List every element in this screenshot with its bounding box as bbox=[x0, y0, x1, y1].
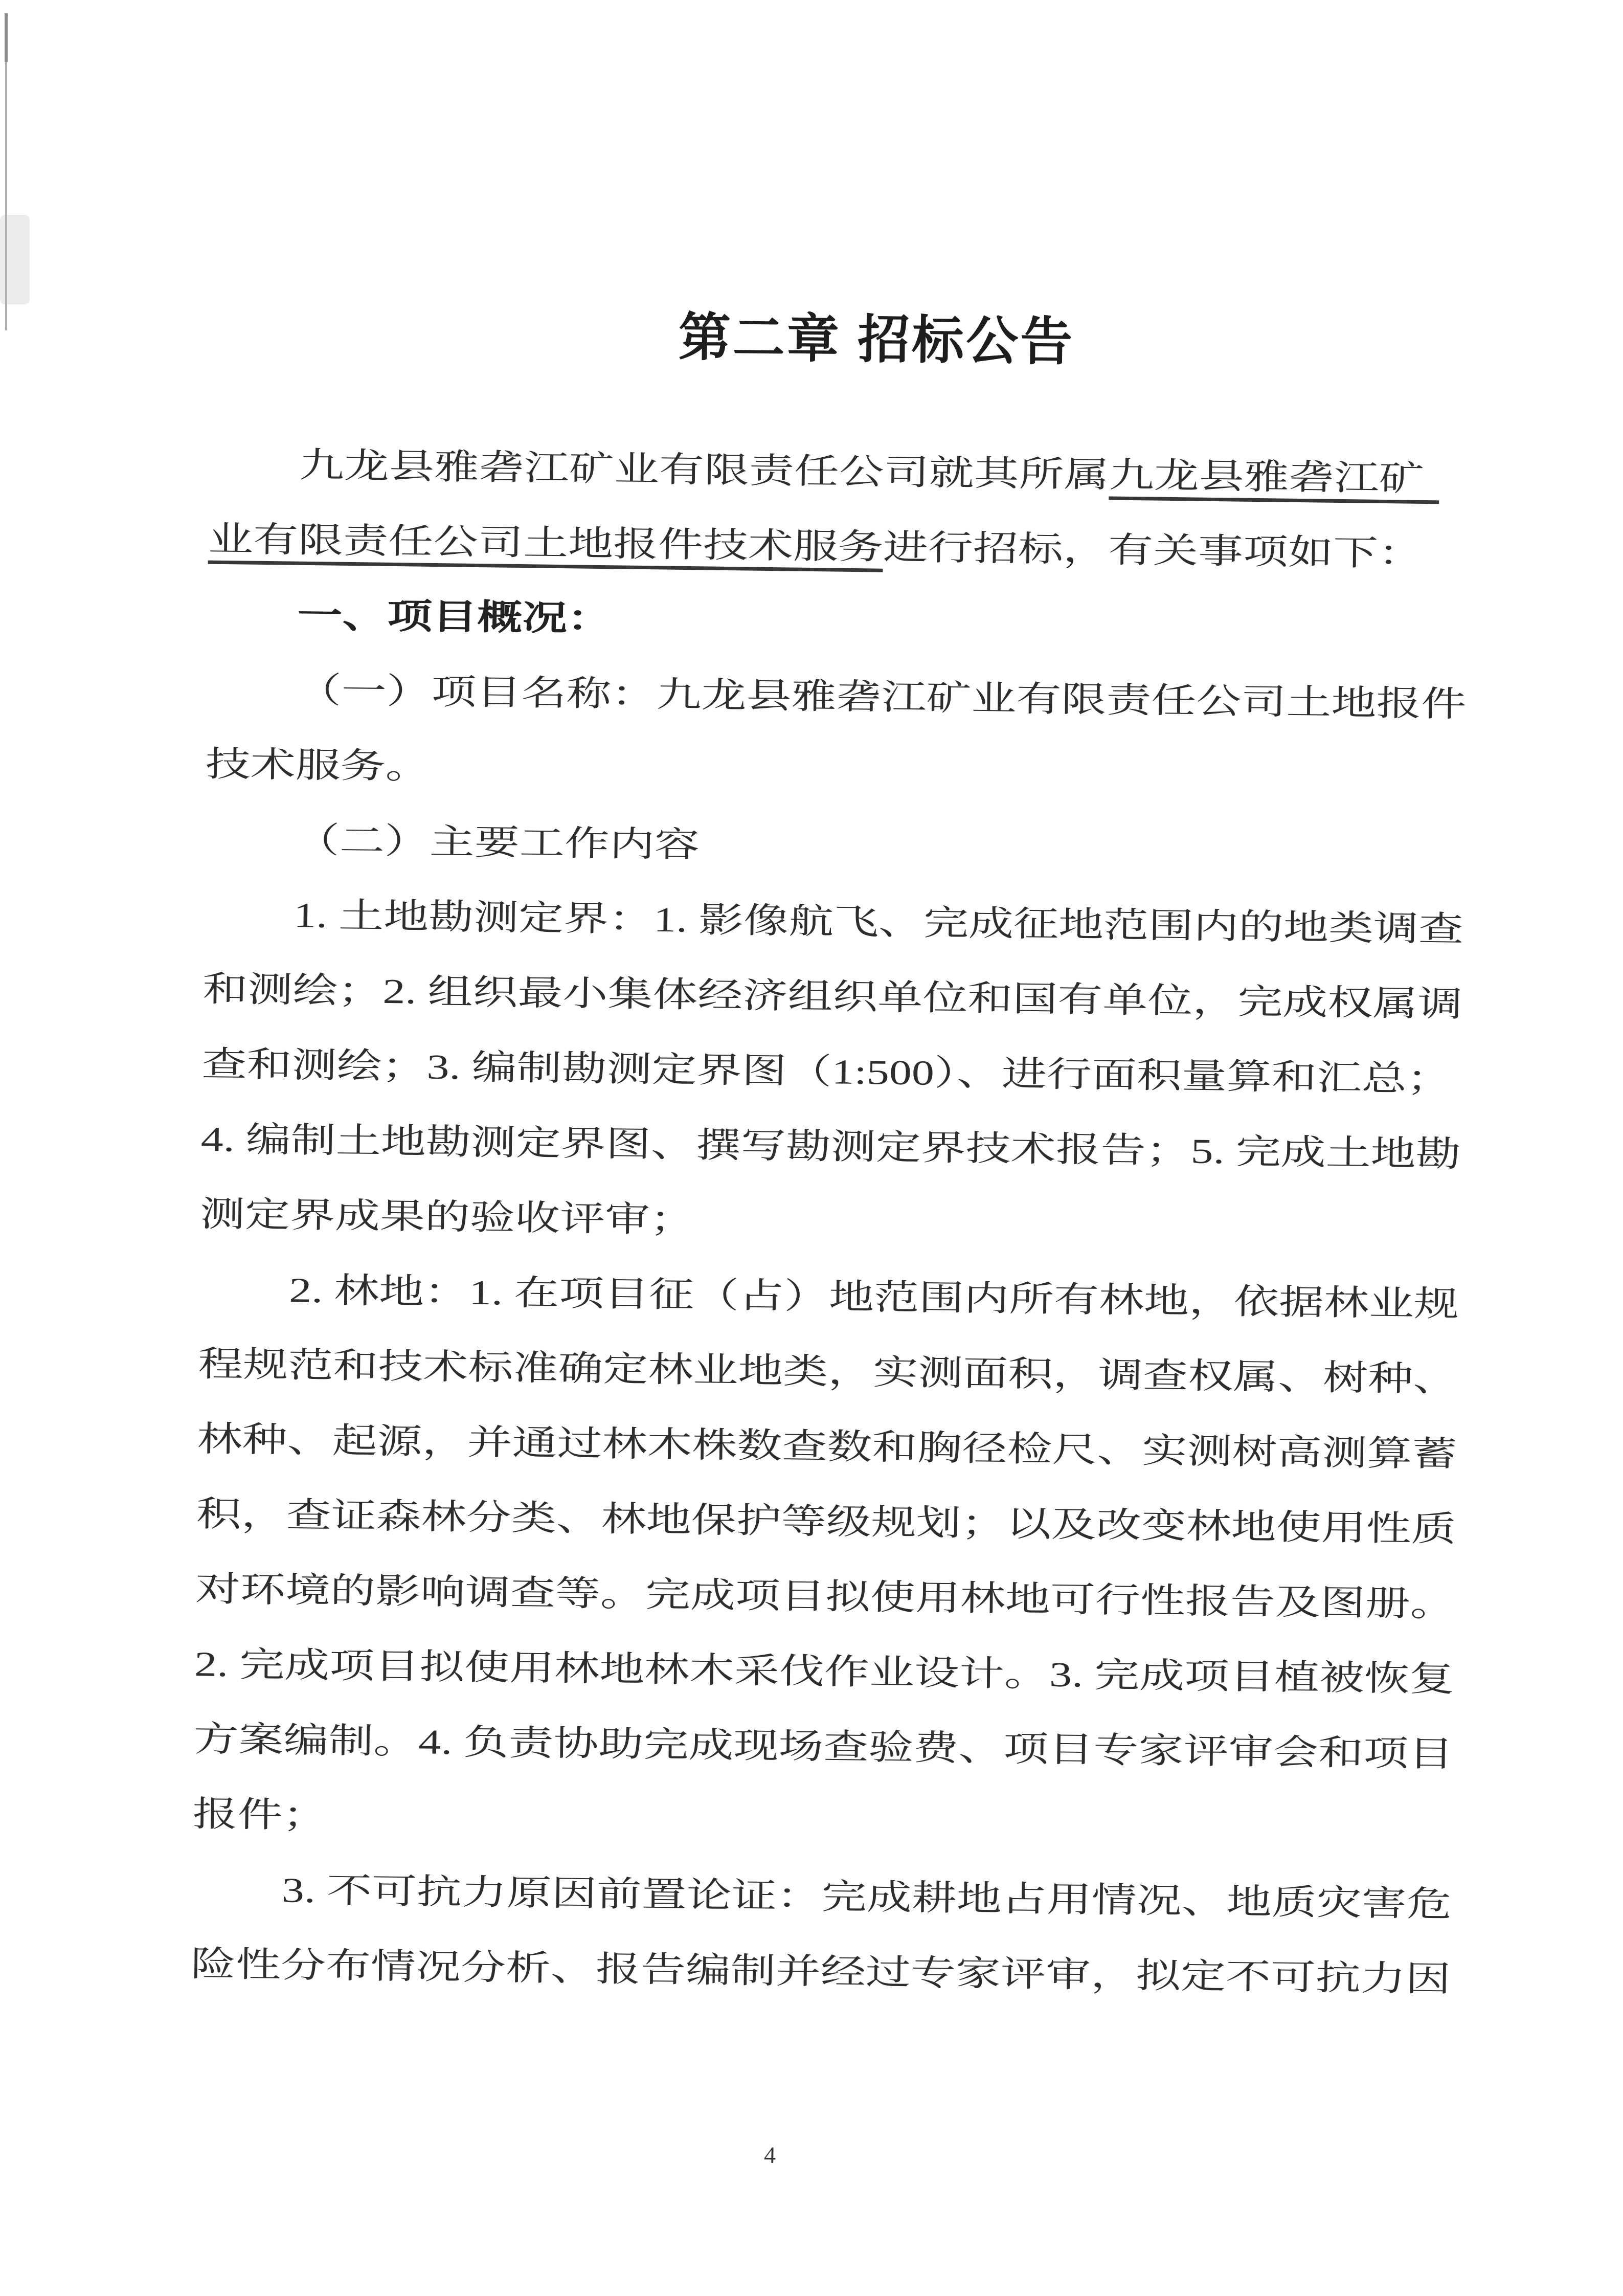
text-segment: 进行招标，有关事项如下： bbox=[883, 528, 1424, 574]
text-line bbox=[190, 1927, 1531, 2019]
text-segment: 程规范和技术标准确定林业地类，实测面积，调查权属、树种、 bbox=[197, 1345, 1458, 1399]
text-segment: 对环境的影响调查等。完成项目拟使用林地可行性报告及图册。 bbox=[195, 1570, 1456, 1624]
text-segment: 3. 不可抗力原因前置论证：完成耕地占用情况、地质灾害危 bbox=[281, 1871, 1452, 1924]
text-segment: 一、项目概况： bbox=[297, 596, 613, 639]
text-segment: 4. 编制土地勘测定界图、撰写勘测定界技术报告；5. 完成土地勘 bbox=[200, 1120, 1461, 1174]
text-segment: 2. 林地：1. 在项目征（占）地范围内所有林地，依据林业规 bbox=[288, 1271, 1459, 1324]
text-segment: 方案编制。4. 负责协助完成现场查验费、项目专家评审会和项目 bbox=[193, 1720, 1454, 1774]
text-segment: 技术服务。 bbox=[205, 745, 431, 787]
page-number: 4 bbox=[763, 2142, 776, 2168]
text-segment: 林种、起源，并通过林木株数查数和胸径检尺、实测树高测算蓄 bbox=[197, 1420, 1457, 1475]
text-segment: （二）主要工作内容 bbox=[294, 821, 700, 865]
underlined-text-segment: 九龙县雅砻江矿 bbox=[1109, 456, 1439, 504]
text-segment: 积，查证森林分类、林地保护等级规划；以及改变林地使用性质 bbox=[196, 1495, 1457, 1549]
text-segment: 险性分布情况分析、报告编制并经过专家评审，拟定不可抗力因 bbox=[190, 1945, 1451, 1999]
text-segment: 和测绘；2. 组织最小集体经济组织单位和国有单位，完成权属调 bbox=[202, 970, 1463, 1024]
text-segment: 测定界成果的验收评审； bbox=[199, 1195, 695, 1240]
text-segment: （一）项目名称：九龙县雅砻江矿业有限责任公司土地报件 bbox=[296, 671, 1467, 724]
text-segment: 2. 完成项目拟使用林地林木采伐作业设计。3. 完成项目植被恢复 bbox=[194, 1645, 1455, 1699]
text-segment: 九龙县雅砻江矿业有限责任公司就其所属 bbox=[299, 446, 1110, 495]
text-segment: 1. 土地勘测定界：1. 影像航飞、完成征地范围内的地类调查 bbox=[293, 896, 1464, 949]
underlined-text-segment: 业有限责任公司土地报件技术服务 bbox=[208, 520, 884, 572]
text-segment: 查和测绘；3. 编制勘测定界图（1:500）、进行面积量算和汇总； bbox=[201, 1045, 1452, 1099]
text-segment: 报件； bbox=[192, 1795, 328, 1836]
chapter-title: 第二章 招标公告 bbox=[678, 308, 1075, 371]
document-body bbox=[190, 427, 1549, 2018]
